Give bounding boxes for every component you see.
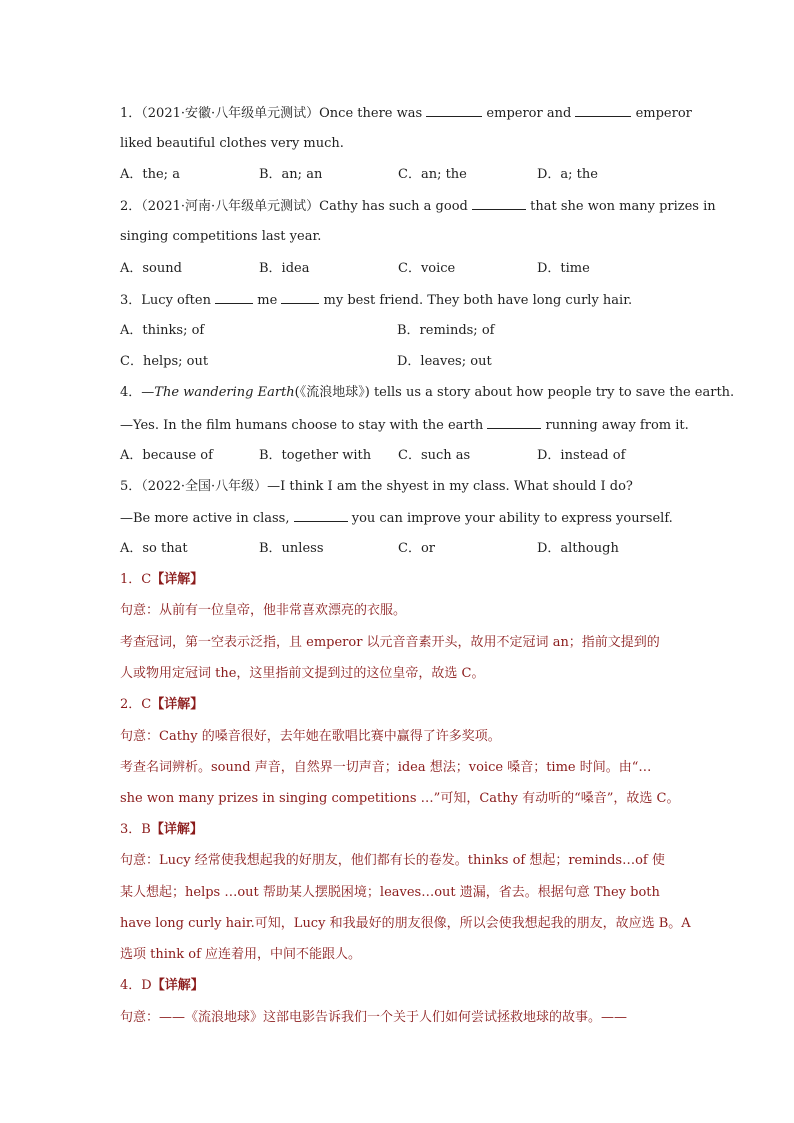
answer-3-line: have long curly hair.可知，Lucy 和我最好的朋友很像，所以会使我想起我的朋友，故应选 B。A — [120, 916, 691, 931]
answer-2-line: 考查名词辨析。sound 声音，自然界一切声音；idea 想法；voice 嗓音；time 时间。由“… — [120, 760, 652, 775]
answer-1-line: 考查冠词，第一空表示泛指，且 emperor 以元音音素开头，故用不定冠词 an；指前文提到的 — [120, 635, 660, 650]
question-text: running away from it. — [541, 418, 689, 433]
option-b[interactable]: B．unless — [259, 541, 324, 556]
explanation-tag: 【详解】 — [150, 822, 203, 837]
question-3-options-row-1 — [120, 323, 740, 339]
option-a[interactable]: A．the; a — [120, 167, 180, 182]
question-text: me — [253, 293, 282, 308]
answer-4-heading — [120, 978, 204, 994]
question-1-options — [120, 167, 740, 183]
option-d[interactable]: D．although — [537, 541, 619, 556]
option-d[interactable]: D．time — [537, 261, 590, 276]
answer-blank — [472, 198, 526, 210]
answer-blank — [487, 417, 541, 429]
question-source: （2022·全国·八年级） — [141, 479, 268, 494]
option-c[interactable]: C．helps; out — [120, 354, 209, 369]
question-1-line-2: liked beautiful clothes very much. — [120, 136, 344, 151]
option-b[interactable]: B．together with — [259, 448, 372, 463]
answer-1-line: 人或物用定冠词 the，这里指前文提到过的这位皇帝，故选 C。 — [120, 666, 485, 681]
answer-blank — [575, 105, 631, 117]
answer-blank — [294, 510, 348, 522]
option-b[interactable]: B．idea — [259, 261, 310, 276]
option-d[interactable]: D．instead of — [537, 448, 626, 463]
answer-blank — [426, 105, 482, 117]
answer-4-line: 句意：——《流浪地球》这部电影告诉我们一个关于人们如何尝试拯救地球的故事。—— — [120, 1010, 628, 1025]
answer-3-line: 句意：Lucy 经常使我想起我的好朋友，他们都有长的卷发。thinks of 想起；reminds…of 使 — [120, 853, 665, 868]
question-number: 1． — [120, 106, 142, 121]
question-text: Cathy has such a good — [319, 199, 472, 214]
question-3 — [120, 292, 632, 309]
question-text: —Be more active in class, — [120, 511, 294, 526]
option-a[interactable]: A．so that — [120, 541, 188, 556]
answer-key: 3．B — [120, 822, 151, 837]
answer-1-line: 句意：从前有一位皇帝，他非常喜欢漂亮的衣服。 — [120, 603, 407, 618]
option-a[interactable]: A．thinks; of — [120, 323, 205, 338]
option-c[interactable]: C．such as — [398, 448, 471, 463]
question-source: （2021·河南·八年级单元测试） — [141, 199, 320, 214]
answer-key: 4．D — [120, 978, 152, 993]
question-4-line-2 — [120, 417, 689, 434]
answer-blank — [215, 292, 253, 304]
answer-3-line: 某人想起；helps …out 帮助某人摆脱困境；leaves…out 遗漏，省去。根据句意 They both — [120, 885, 660, 900]
question-5-line-2 — [120, 510, 673, 527]
answer-key: 1．C — [120, 572, 152, 587]
question-4-options — [120, 448, 740, 464]
question-number: 2． — [120, 199, 142, 214]
question-text: emperor — [631, 106, 692, 121]
option-c[interactable]: C．voice — [398, 261, 456, 276]
question-5-options — [120, 541, 740, 557]
question-2 — [120, 198, 716, 215]
answer-2-line: 句意：Cathy 的嗓音很好，去年她在歌唱比赛中赢得了许多奖项。 — [120, 729, 501, 744]
question-number: 3． — [120, 293, 142, 308]
question-number: 4． — [120, 385, 142, 400]
answer-2-line: she won many prizes in singing competitions …”可知，Cathy 有动听的“嗓音”，故选 C。 — [120, 791, 680, 806]
question-text: Lucy often — [141, 293, 216, 308]
option-a[interactable]: A．sound — [120, 261, 182, 276]
question-4 — [120, 385, 734, 401]
option-b[interactable]: B．an; an — [259, 167, 323, 182]
explanation-tag: 【详解】 — [151, 572, 204, 587]
option-d[interactable]: D．leaves; out — [397, 354, 492, 369]
answer-3-heading — [120, 822, 203, 838]
question-5 — [120, 479, 633, 495]
question-1 — [120, 105, 692, 122]
question-text: (《流浪地球》) tells us a story about how people try to save the earth. — [294, 385, 735, 400]
answer-blank — [281, 292, 319, 304]
option-a[interactable]: A．because of — [120, 448, 213, 463]
question-text: emperor and — [482, 106, 576, 121]
question-2-line-2: singing competitions last year. — [120, 229, 322, 244]
explanation-tag: 【详解】 — [151, 978, 204, 993]
question-text: you can improve your ability to express yourself. — [347, 511, 673, 526]
answer-1-heading — [120, 572, 203, 588]
question-text: —Yes. In the film humans choose to stay with the earth — [120, 418, 488, 433]
question-3-options-row-2 — [120, 354, 740, 370]
answer-2-heading — [120, 697, 203, 713]
option-d[interactable]: D．a; the — [537, 167, 598, 182]
answer-key: 2．C — [120, 697, 152, 712]
option-b[interactable]: B．reminds; of — [397, 323, 495, 338]
explanation-tag: 【详解】 — [151, 697, 204, 712]
question-number: 5． — [120, 479, 142, 494]
question-text: that she won many prizes in — [525, 199, 716, 214]
answer-3-line: 选项 think of 应连着用，中间不能跟人。 — [120, 947, 362, 962]
question-text: my best friend. They both have long curly hair. — [319, 293, 633, 308]
question-source: （2021·安徽·八年级单元测试） — [141, 106, 320, 121]
film-title: The wandering Earth — [154, 385, 295, 400]
option-c[interactable]: C．an; the — [398, 167, 467, 182]
dialogue-dash: — — [141, 385, 155, 400]
question-2-options — [120, 261, 740, 277]
option-c[interactable]: C．or — [398, 541, 435, 556]
question-text: —I think I am the shyest in my class. What should I do? — [267, 479, 633, 494]
question-text: Once there was — [319, 106, 427, 121]
